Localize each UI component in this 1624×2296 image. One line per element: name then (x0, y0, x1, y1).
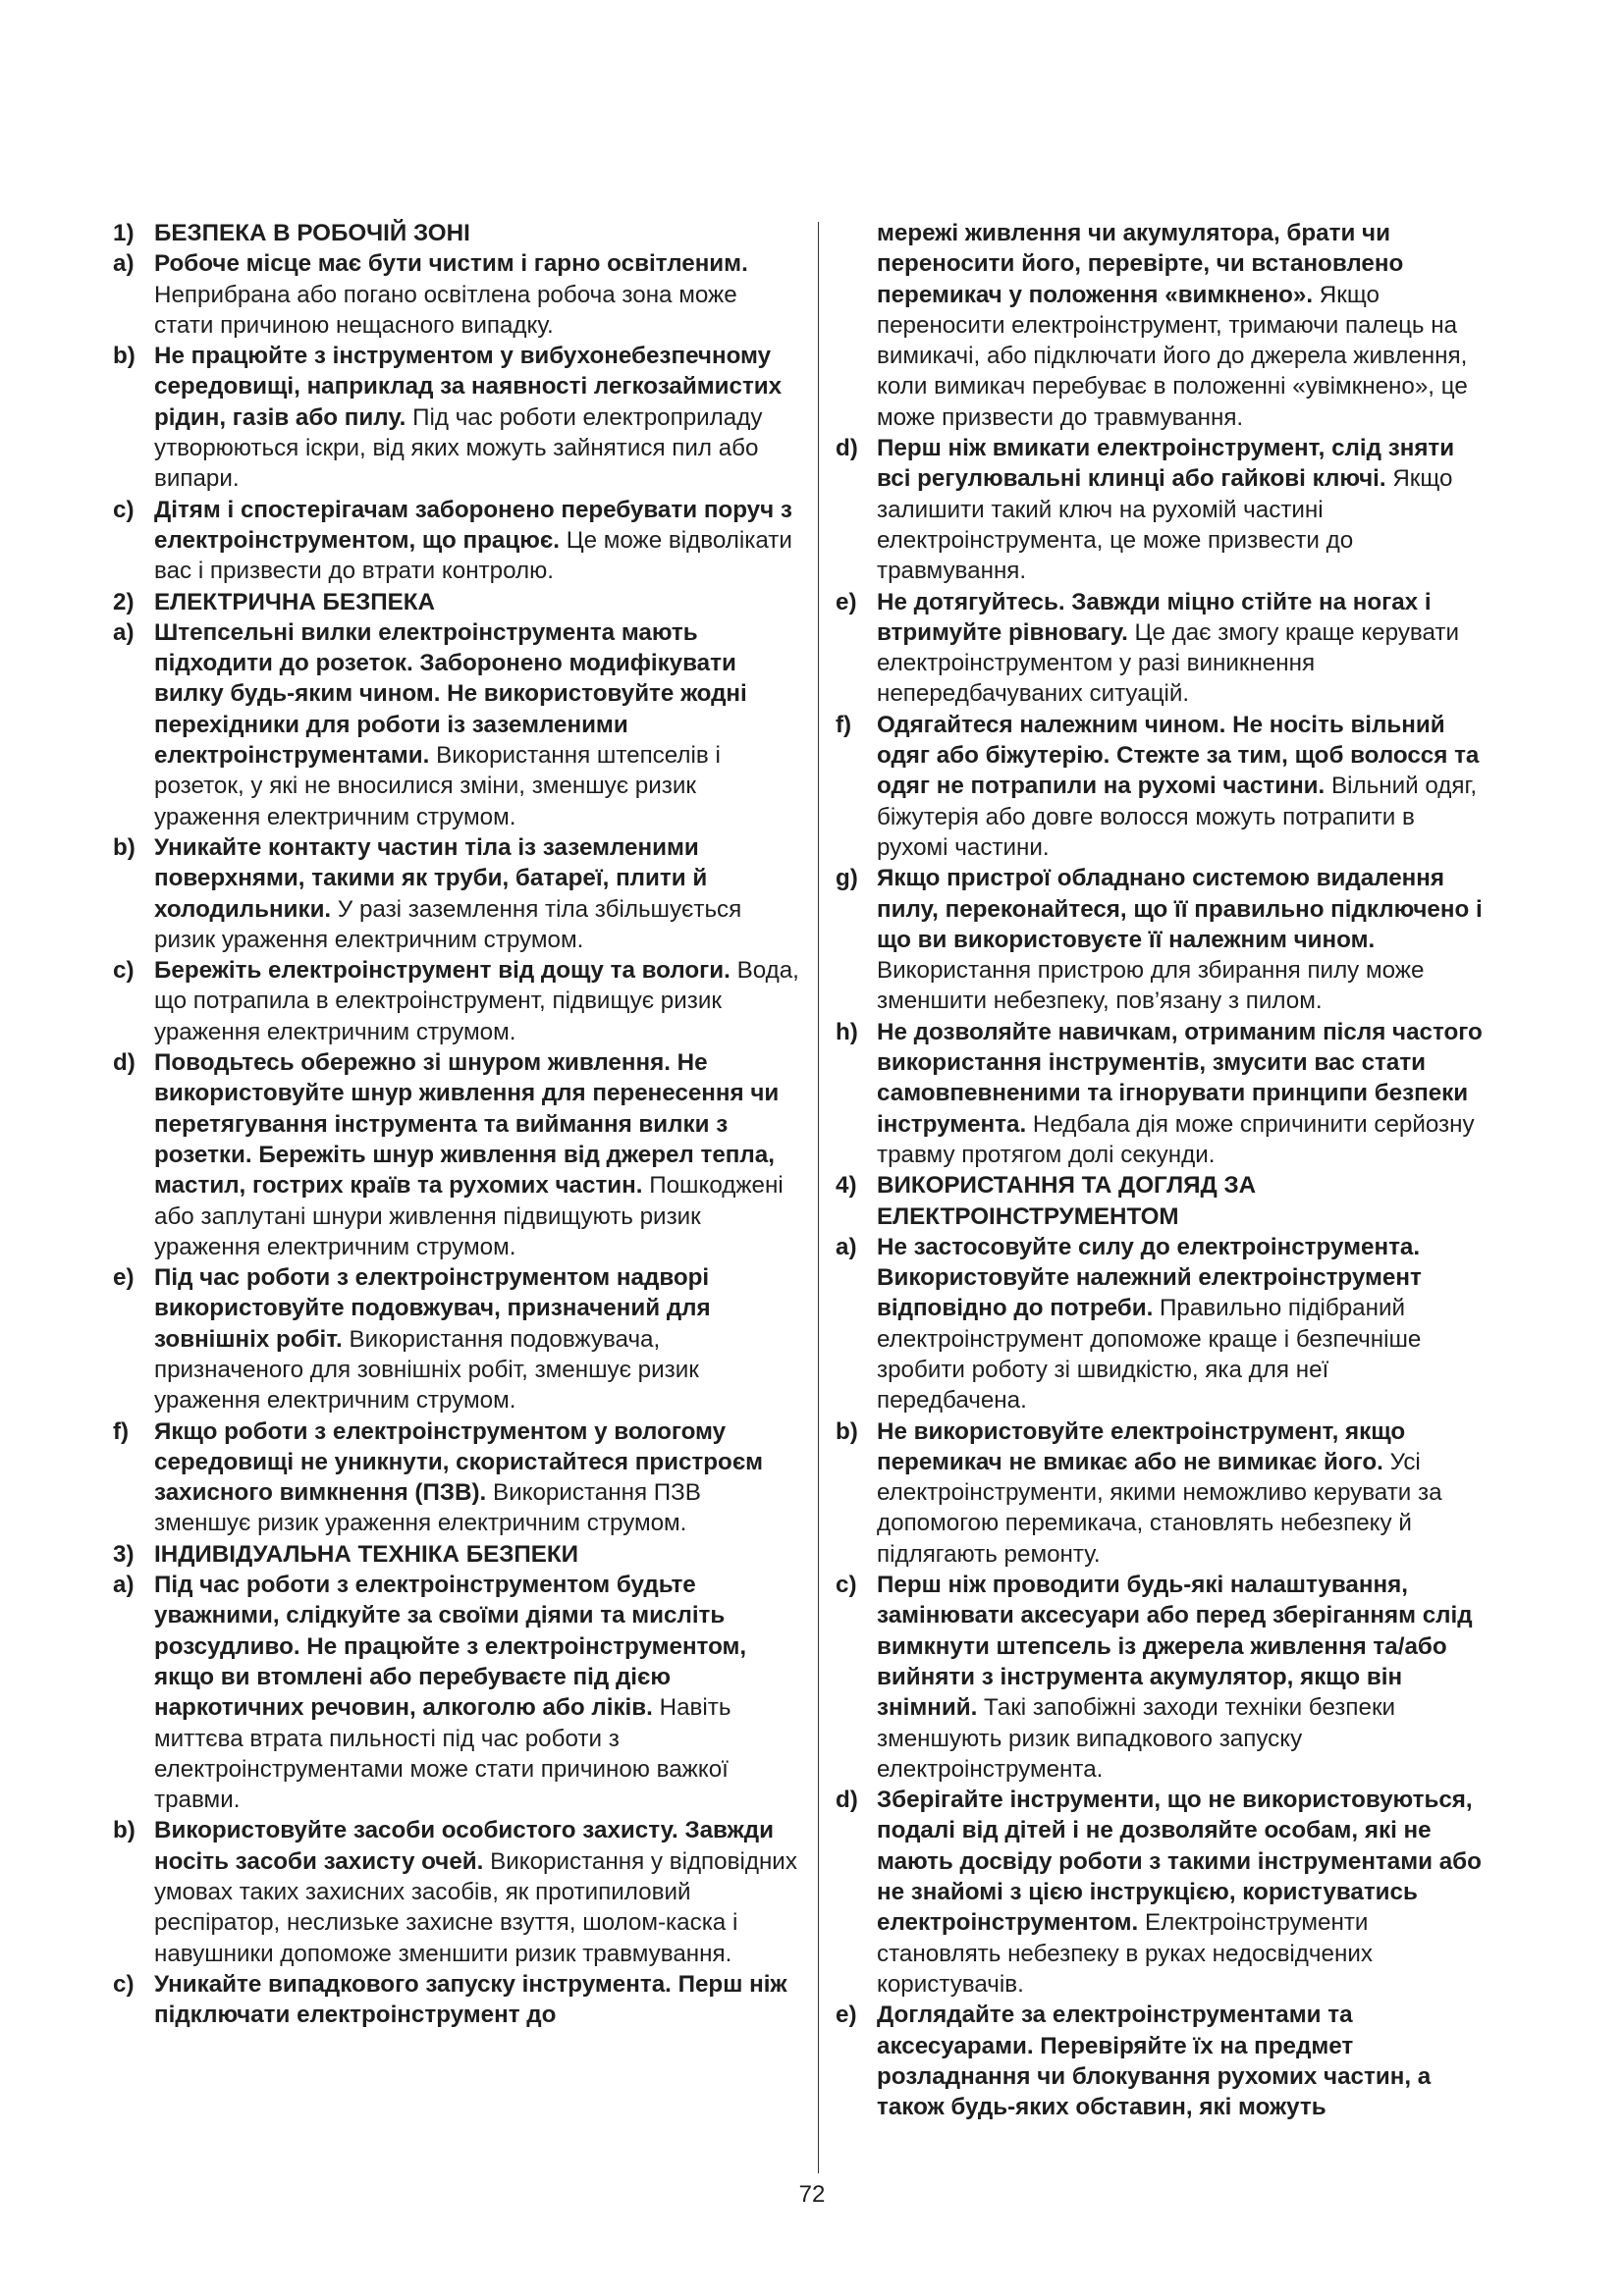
list-item: e) Не дотягуйтесь. Завжди міцно стійте на ногах і втримуйте рівновагу. Це дає змогу краще керувати електроінструментом у разі виникнення непередбачуваних ситуацій. (836, 588, 1459, 708)
column-divider (818, 222, 819, 2173)
list-item: h) Не дозволяйте навичкам, отриманим після частого використання інструментів, змусити вас стати самовпевненими та ігнорувати принципи безпеки інструмента. Недбала дія може спричинити серйозну травму протягом долі секунди. (836, 1018, 1483, 1168)
list-item: d) Зберігайте інструменти, що не використовуються, подалі від дітей і не дозволяйте особам, які не мають досвіду роботи з такими інструментами або не знайомі з цією інструкцією, користуватись електроінструментом. Електроінструменти становлять небезпеку в руках недосвідчених користувачів. (836, 1787, 1482, 1998)
page-number: 72 (798, 2181, 826, 2208)
list-item: b) Уникайте контакту частин тіла із заземленими поверхнями, такими як труби, батареї, плити й холодильники. У разі заземлення тіла збільшується ризик ураження електричним струмом. (113, 833, 742, 953)
section-heading-1: 1) БЕЗПЕКА В РОБОЧІЙ ЗОНІ (113, 220, 470, 246)
left-column (113, 218, 800, 2031)
list-item: c) Бережіть електроінструмент від дощу та вологи. Вода, що потрапила в електроінструмент, підвищує ризик ураження електричним струмом. (113, 957, 799, 1045)
list-item: e) Доглядайте за електроінструментами та аксесуарами. Перевіряйте їх на предмет розладнання чи блокування рухомих частин, а також будь-яких обставин, які можуть (836, 2002, 1432, 2121)
section-heading-3: 3) ІНДИВІДУАЛЬНА ТЕХНІКА БЕЗПЕКИ (113, 1540, 579, 1568)
list-item: f) Одягайтеся належним чином. Не носіть вільний одяг або біжутерію. Стежте за тим, щоб волосся та одяг не потрапили на рухомі частини. Вільний одяг, біжутерія або довге волосся можуть потрапити в рухомі частини. (836, 711, 1480, 861)
list-item: a) Робоче місце має бути чистим і гарно освітленим. Неприбрана або погано освітлена робоча зона може стати причиною нещасного випадку. (113, 250, 748, 339)
list-item: b) Не використовуйте електроінструмент, якщо перемикач не вмикає або не вимикає його. Усі електроінструменти, якими неможливо керувати за допомогою перемикача, становлять небезпеку й підлягають ремонту. (836, 1417, 1442, 1568)
section-heading-4: 4) ВИКОРИСТАННЯ ТА ДОГЛЯД ЗА ЕЛЕКТРОІНСТРУМЕНТОМ (836, 1172, 1257, 1230)
right-column (836, 218, 1484, 2122)
list-item: d) Перш ніж вмикати електроінструмент, слід зняти всі регулювальні клинці або гайкові ключі. Якщо залишити такий ключ на рухомій частині електроінструмента, це може призвести до травмування. (836, 435, 1455, 585)
list-item: f) Якщо роботи з електроінструментом у вологому середовищі не уникнути, скористайтеся пристроєм захисного вимкнення (ПЗВ). Використання ПЗВ зменшує ризик ураження електричним струмом. (113, 1417, 764, 1537)
list-item: a) Не застосовуйте силу до електроінструмента. Використовуйте належний електроінструмент відповідно до потреби. Правильно підібраний електроінструмент допоможе краще і безпечніше зробити роботу зі швидкістю, яка для неї передбачена. (836, 1233, 1422, 1415)
list-item: b) Використовуйте засоби особистого захисту. Завжди носіть засоби захисту очей. Використання у відповідних умовах таких захисних засобів, як протипиловий респіратор, неслизьке захисне взуття, шолом-каска і навушники допоможе зменшити ризик травмування. (113, 1817, 797, 1967)
list-item: b) Не працюйте з інструментом у вибухонебезпечному середовищі, наприклад за наявності легкозаймистих рідин, газів або пилу. Під час роботи електроприладу утворюються іскри, від яких можуть зайнятися пил або випари. (113, 343, 783, 493)
list-item: a) Під час роботи з електроінструментом будьте уважними, слідкуйте за своїми діями та мисліть розсудливо. Не працюйте з електроінструментом, якщо ви втомлені або перебуваєте під дією наркотичних речовин, алкоголю або ліків. Навіть миттєва втрата пильності під час роботи з електроінструментами може стати причиною важкої травми. (113, 1572, 747, 1814)
section-heading-2: 2) ЕЛЕКТРИЧНА БЕЗПЕКА (113, 588, 435, 615)
list-item: g) Якщо пристрої обладнано системою видалення пилу, переконайтеся, що її правильно підключено і що ви використовуєте її належним чином. Використання пристрою для збирання пилу може зменшити небезпеку, пов’язану з пилом. (836, 865, 1483, 1015)
list-item: d) Поводьтесь обережно зі шнуром живлення. Не використовуйте шнур живлення для перенесення чи перетягування інструмента та виймання вилки з розетки. Бережіть шнур живлення від джерел тепла, мастил, гострих країв та рухомих частин. Пошкоджені або заплутані шнури живлення підвищують ризик ураження електричним струмом. (113, 1049, 784, 1260)
list-item: c) Дітям і спостерігачам заборонено перебувати поруч з електроінструментом, що працює. Це може відволікати вас і призвести до втрати контролю. (113, 496, 792, 585)
list-item: a) Штепсельні вилки електроінструмента мають підходити до розеток. Заборонено модифікувати вилку будь-яким чином. Не використовуйте жодні перехідники для роботи із заземленими електроінструментами. Використання штепселів і розеток, у які не вносилися зміни, зменшує ризик ураження електричним струмом. (113, 618, 747, 830)
continued-item: мережі живлення чи акумулятора, брати чи переносити його, перевірте, чи встановлено перемикач у положення «вимкнено». Якщо переносити електроінструмент, тримаючи палець на вимикачі, або підключати його до джерела живлення, коли вимикач перебуває в положенні «увімкнено», це може призвести до травмування. (877, 220, 1468, 431)
list-item: c) Перш ніж проводити будь-які налаштування, замінювати аксесуари або перед зберіганням слід вимкнути штепсель із джерела живлення та/або вийняти з інструмента акумулятор, якщо він знімний. Такі запобіжні заходи техніки безпеки зменшують ризик випадкового запуску електроінструмента. (836, 1572, 1473, 1783)
list-item: e) Під час роботи з електроінструментом надворі використовуйте подовжувач, призначений для зовнішніх робіт. Використання подовжувача, призначеного для зовнішніх робіт, зменшує ризик ураження електричним струмом. (113, 1264, 711, 1415)
list-item: c) Уникайте випадкового запуску інструмента. Перш ніж підключати електроінструмент до (113, 1970, 787, 2029)
